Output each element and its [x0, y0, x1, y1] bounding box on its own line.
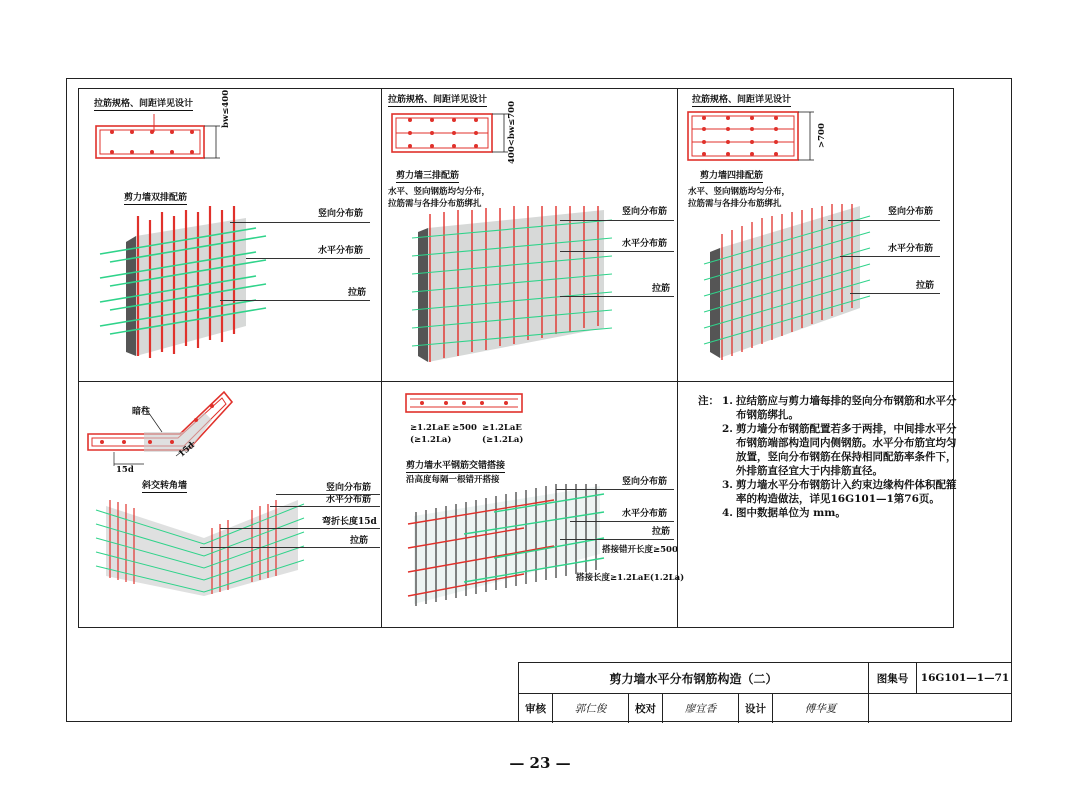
section-detail-p2	[386, 106, 516, 166]
dim-label: 400<bw≤700	[507, 101, 517, 164]
corner-section-p4	[84, 386, 244, 482]
section-detail-p3	[684, 104, 824, 170]
panel-title: 剪力墙双排配筋	[124, 193, 188, 203]
leader-line	[850, 293, 940, 294]
dim-label: bw≤400	[221, 89, 231, 128]
leader-line	[840, 256, 940, 257]
callout-vertical-bar: 竖向分布筋	[326, 483, 372, 493]
note-index: 3.	[722, 479, 733, 491]
callout-stagger-length: 搭接错开长度≥500	[602, 545, 678, 555]
callout-horizontal-bar: 水平分布筋	[318, 246, 364, 256]
callout-horizontal-bar: 水平分布筋	[622, 239, 668, 249]
callout-vertical-bar: 竖向分布筋	[318, 209, 364, 219]
hidden-column-label: 暗柱	[132, 407, 151, 417]
lap-length-label: (≥1.2La)	[410, 435, 452, 445]
stagger-gap-label: ≥500	[452, 423, 477, 433]
callout-vertical-bar: 竖向分布筋	[622, 477, 668, 487]
note-text: 剪力墙分布钢筋配置若多于两排，中间排水平分布钢筋端部构造同内侧钢筋。水平分布筋宜均匀放置，竖向分布钢筋在保持相同配筋率条件下，外排筋直径宜大于内排筋直径。	[736, 423, 957, 477]
panel-title: 剪力墙三排配筋	[396, 171, 460, 181]
callout-tie-bar: 拉筋	[916, 281, 935, 291]
callout-horizontal-bar: 水平分布筋	[326, 495, 372, 505]
title-block	[518, 662, 1012, 722]
callout-tie-bar: 拉筋	[652, 527, 671, 537]
callout-horizontal-bar: 水平分布筋	[622, 509, 668, 519]
panel-title: 斜交转角墙	[142, 481, 188, 491]
leader-line	[570, 521, 674, 522]
panel-subtitle: 水平、竖向钢筋均匀分布，	[388, 187, 491, 197]
callout-vertical-bar: 竖向分布筋	[622, 207, 668, 217]
atlas-number: 16G101—1—71	[920, 672, 1010, 684]
callout-tie-bar: 拉筋	[350, 536, 369, 546]
check-label: 校对	[629, 693, 663, 723]
panel-title: 剪力墙水平钢筋交错搭接	[406, 461, 506, 471]
leader-line	[220, 300, 370, 301]
note-item	[694, 478, 959, 506]
callout-lap-length: 搭接长度≥1.2LaE(1.2La)	[576, 573, 685, 583]
panel-subtitle: 拉筋需与各排分布筋绑扎	[688, 199, 782, 209]
spec-label: 拉筋规格、间距详见设计	[692, 95, 792, 105]
notes-block	[694, 394, 959, 520]
dim-label: 15d	[116, 465, 134, 475]
drawing-title: 剪力墙水平分布钢筋构造（二）	[519, 663, 869, 693]
review-label: 审核	[519, 693, 553, 723]
leader-line	[560, 251, 674, 252]
callout-bend-length: 弯折长度15d	[322, 517, 377, 527]
leader-line	[560, 220, 674, 221]
title-row	[519, 663, 1012, 694]
leader-line	[220, 528, 380, 529]
wall-3d-p3	[700, 204, 880, 364]
grid-divider	[381, 89, 382, 627]
callout-tie-bar: 拉筋	[652, 284, 671, 294]
checker-name: 廖宜香	[663, 693, 739, 723]
note-text: 拉结筋应与剪力墙每排的竖向分布钢筋和水平分布钢筋绑扎。	[736, 395, 957, 421]
leader-line	[276, 494, 380, 495]
note-item	[694, 506, 959, 520]
lap-length-label: (≥1.2La)	[482, 435, 524, 445]
spec-label: 拉筋规格、间距详见设计	[94, 99, 194, 109]
leader-line	[560, 539, 674, 540]
callout-tie-bar: 拉筋	[348, 288, 367, 298]
grid-divider	[79, 381, 953, 382]
note-index: 2.	[722, 423, 733, 435]
callout-horizontal-bar: 水平分布筋	[888, 244, 934, 254]
panel-title: 剪力墙四排配筋	[700, 171, 764, 181]
note-text: 剪力墙水平分布钢筋计入约束边缘构件体积配箍率的构造做法，详见16G101—1第76页。	[736, 479, 957, 505]
note-item	[694, 422, 959, 478]
page-number: — 23 —	[509, 754, 571, 772]
lap-length-label: ≥1.2LaE	[482, 423, 522, 433]
leader-line	[560, 296, 674, 297]
panel-subtitle: 拉筋需与各排分布筋绑扎	[388, 199, 482, 209]
lap-length-label: ≥1.2LaE	[410, 423, 450, 433]
signature-row	[519, 693, 1012, 723]
note-index: 1.	[722, 395, 733, 407]
designer-name: 傅华夏	[773, 693, 869, 723]
wall-3d-p2	[408, 206, 618, 366]
wall-3d-p1	[96, 206, 296, 366]
leader-line	[230, 222, 370, 223]
leader-line	[246, 258, 370, 259]
note-item	[694, 394, 959, 422]
note-index: 4.	[722, 507, 733, 519]
leader-line	[556, 489, 674, 490]
notes-heading: 注：	[698, 395, 719, 407]
spec-label: 拉筋规格、间距详见设计	[388, 95, 488, 105]
callout-vertical-bar: 竖向分布筋	[888, 207, 934, 217]
reviewer-name: 郭仁俊	[553, 693, 629, 723]
leader-line	[828, 220, 940, 221]
atlas-label: 图集号	[869, 663, 917, 693]
note-text: 图中数据单位为 mm。	[736, 507, 846, 519]
design-label: 设计	[739, 693, 773, 723]
panel-subtitle: 水平、竖向钢筋均匀分布，	[688, 187, 791, 197]
panel-subtitle: 沿高度每隔一根错开搭接	[406, 475, 500, 485]
lap-section-p5	[402, 390, 526, 418]
lap-wall-3d-p5	[404, 484, 616, 610]
leader-line	[200, 547, 380, 548]
dim-label: >700	[817, 123, 827, 148]
dim-label: 15d	[176, 440, 197, 460]
leader-line	[270, 506, 380, 507]
